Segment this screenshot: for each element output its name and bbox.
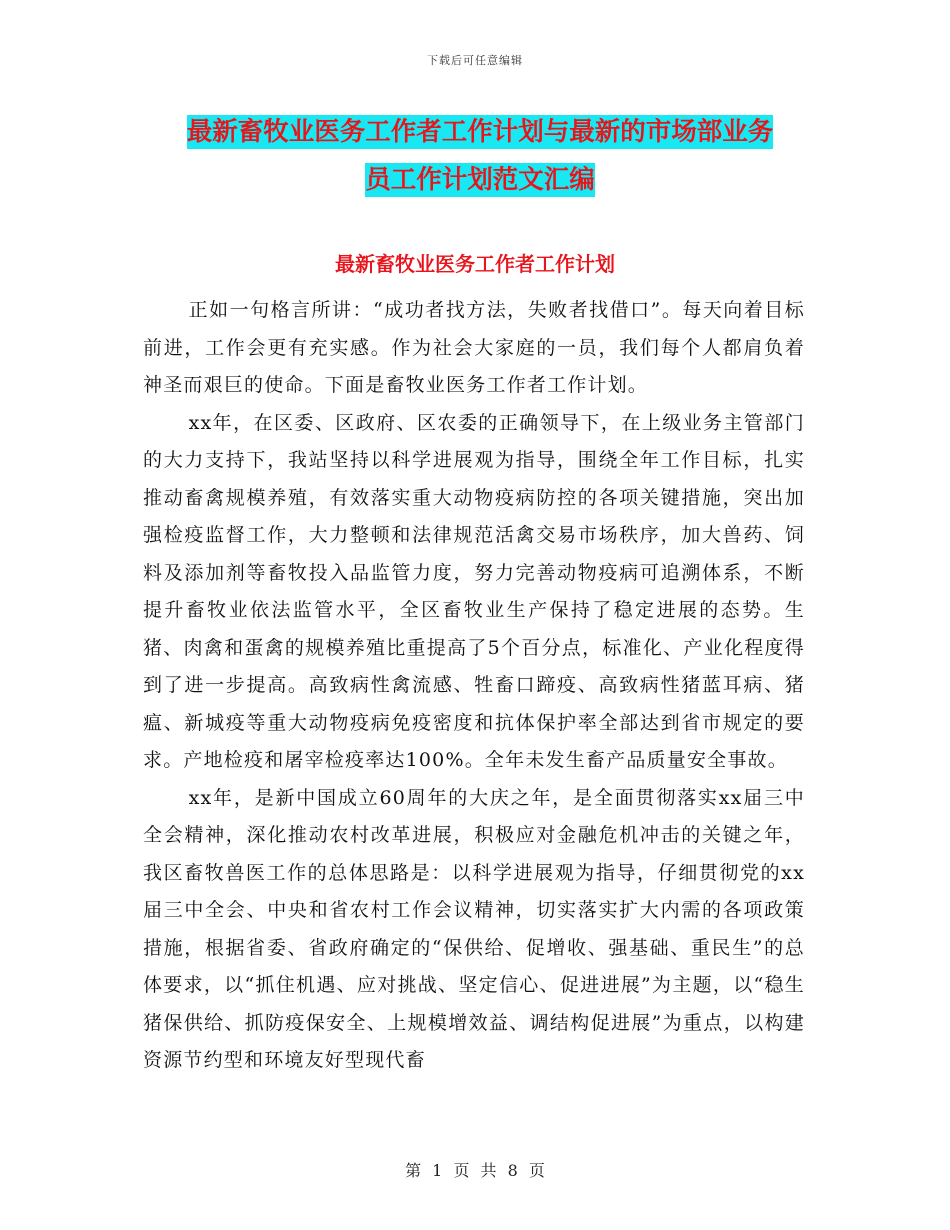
- document-title: [150, 108, 810, 204]
- paragraph-review: xx年，在区委、区政府、区农委的正确领导下，在上级业务主管部门的大力支持下，我站坚持以科学进展观为指导，围绕全年工作目标，扎实推动畜禽规模养殖，有效落实重大动物疫病防控的各项关键措施，突出加强检疫监督工作，大力整顿和法律规范活禽交易市场秩序，加大兽药、饲料及添加剂等畜牧投入品监管力度，努力完善动物疫病可追溯体系，不断提升畜牧业依法监管水平，全区畜牧业生产保持了稳定进展的态势。生猪、肉禽和蛋禽的规模养殖比重提高了5个百分点，标准化、产业化程度得到了进一步提高。高致病性禽流感、牲畜口蹄疫、高致病性猪蓝耳病、猪瘟、新城疫等重大动物疫病免疫密度和抗体保护率全部达到省市规定的要求。产地检疫和屠宰检疫率达100%。全年未发生畜产品质量安全事故。: [143, 411, 805, 771]
- body-text: [143, 292, 805, 1080]
- section-heading: 最新畜牧业医务工作者工作计划: [335, 252, 615, 276]
- document-title-line-2: 员工作计划范文汇编: [365, 165, 595, 195]
- page-header-note: 下载后可任意编辑: [427, 54, 523, 67]
- paragraph-intro: 正如一句格言所讲：“成功者找方法，失败者找借口”。每天向着目标前进，工作会更有充实感。作为社会大家庭的一员，我们每个人都肩负着神圣而艰巨的使命。下面是畜牧业医务工作者工作计划。: [143, 299, 805, 396]
- paragraph-plan: xx年，是新中国成立60周年的大庆之年，是全面贯彻落实xx届三中全会精神，深化推动农村改革进展，积极应对金融危机冲击的关键之年，我区畜牧兽医工作的总体思路是：以科学进展观为指导，仔细贯彻党的xx届三中全会、中央和省农村工作会议精神，切实落实扩大内需的各项政策措施，根据省委、省政府确定的“保供给、促增收、强基础、重民生”的总体要求，以“抓住机遇、应对挑战、坚定信心、促进进展”为主题，以“稳生猪保供给、抓防疫保安全、上规模增效益、调结构促进展”为重点，以构建资源节约型和环境友好型现代畜: [143, 786, 805, 1071]
- page-number: 第 1 页 共 8 页: [405, 1161, 545, 1180]
- document-title-line-1: 最新畜牧业医务工作者工作计划与最新的市场部业务: [186, 117, 774, 147]
